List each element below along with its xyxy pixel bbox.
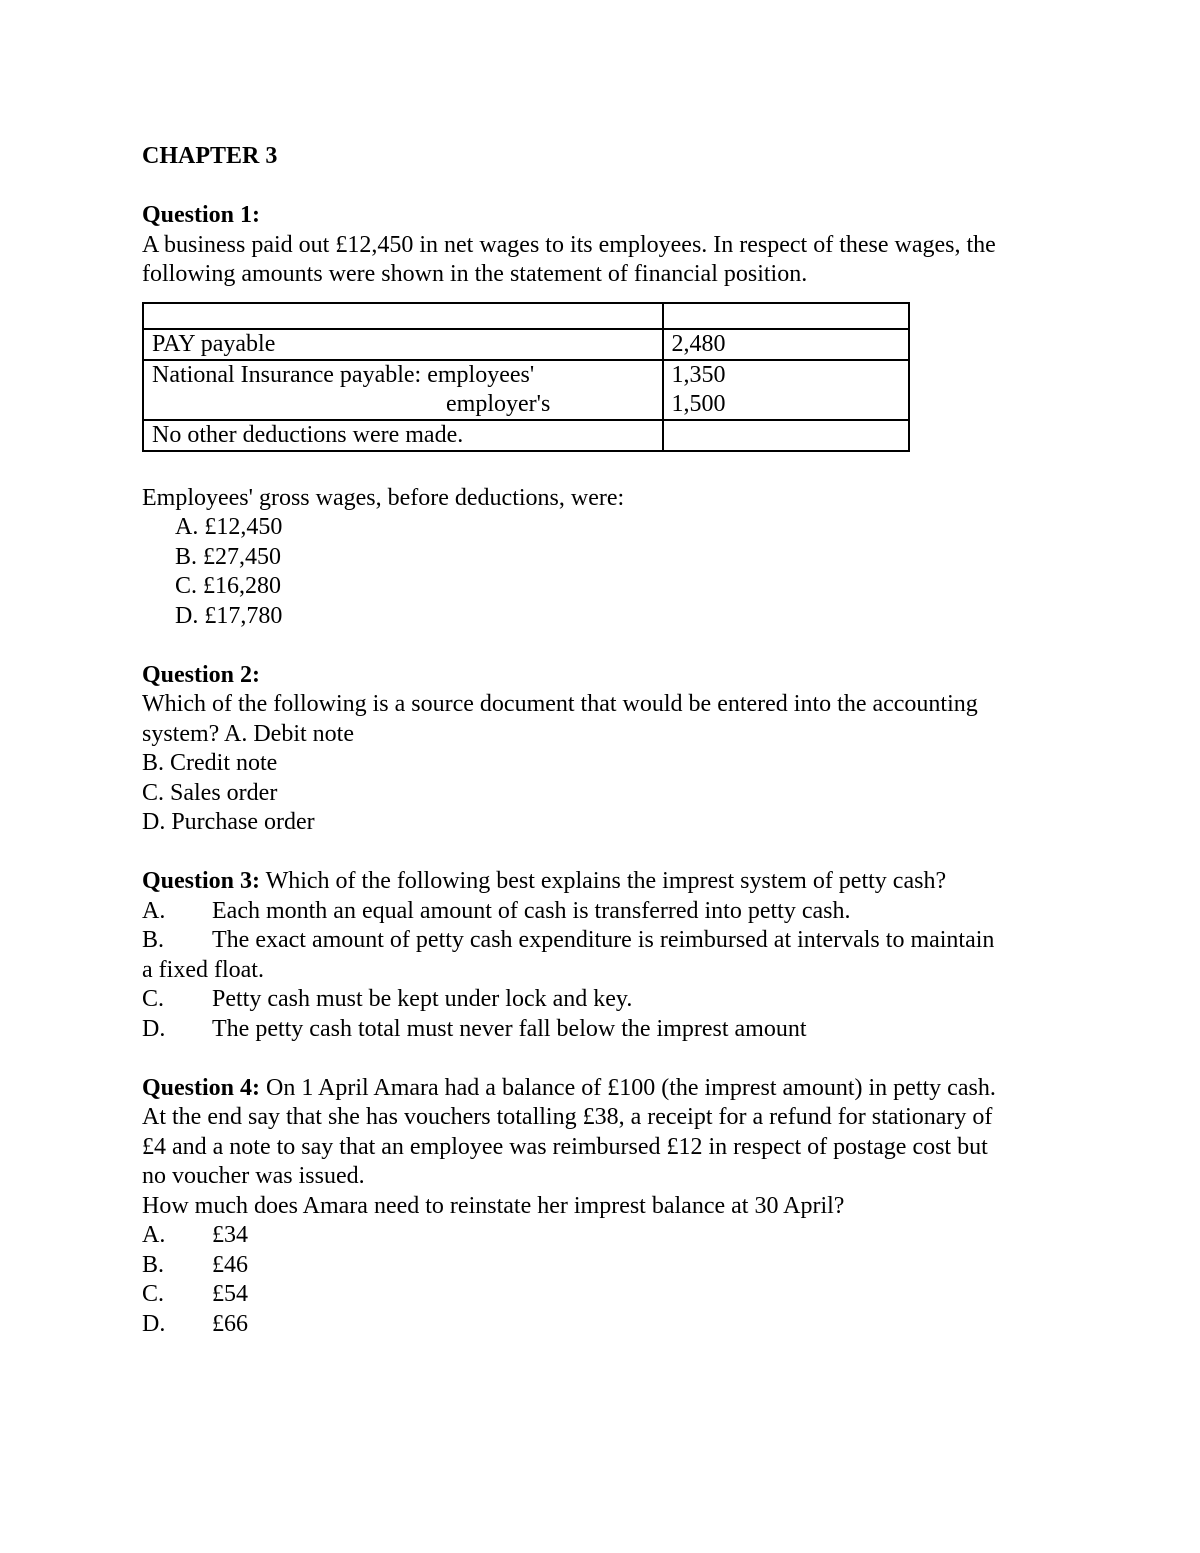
table-row [143, 303, 909, 329]
question-3-option-a [142, 897, 1062, 927]
national-insurance-values [663, 360, 910, 420]
question-1-prompt: Employees' gross wages, before deductions, were: [142, 484, 625, 511]
option-label: A. [142, 1222, 166, 1248]
national-insurance-label: National Insurance payable: employees' [152, 361, 535, 388]
option-label: B. [142, 1251, 165, 1278]
option-text: The petty cash total must never fall below the imprest amount [212, 1015, 807, 1042]
pay-payable-label: PAY payable [143, 329, 663, 360]
table-cell [663, 303, 910, 329]
option-text: The exact amount of petty cash expenditure is reimbursed at intervals to maintain [212, 927, 995, 953]
option-text: £66 [212, 1310, 248, 1337]
question-4-option-d [142, 1310, 1062, 1340]
question-2-heading: Question 2: [142, 661, 261, 688]
question-2-text-line-2: system? A. Debit note [142, 720, 354, 747]
question-4-line-2: At the end say that she has vouchers totalling £38, a receipt for a refund for stationary of [142, 1104, 993, 1130]
question-3-option-c [142, 985, 1062, 1015]
question-1-heading: Question 1: [142, 202, 261, 228]
question-3-stem [142, 867, 1062, 897]
question-2-text-line-1: Which of the following is a source document that would be entered into the accounting [142, 691, 978, 717]
question-2-option-c: C. Sales order [142, 779, 278, 806]
question-1-text-line-2: following amounts were shown in the statement of financial position. [142, 261, 808, 287]
question-4-line-5: How much does Amara need to reinstate her imprest balance at 30 April? [142, 1192, 845, 1219]
option-label: B. [142, 927, 165, 953]
question-1-option-a: A. £12,450 [175, 514, 283, 540]
question-3-option-b-continuation: a fixed float. [142, 956, 264, 983]
option-label: C. [142, 986, 165, 1012]
table-cell [663, 420, 910, 451]
chapter-title: CHAPTER 3 [142, 143, 278, 169]
option-label: A. [142, 897, 166, 924]
table-row [143, 420, 909, 451]
no-other-deductions-label: No other deductions were made. [143, 420, 663, 451]
employees-ni-value: 1,350 [671, 361, 726, 388]
question-1-text-line-1: A business paid out £12,450 in net wages to its employees. In respect of these wages, the [142, 231, 996, 258]
question-4-line-4: no voucher was issued. [142, 1163, 365, 1189]
national-insurance-cell [143, 360, 663, 420]
option-label: D. [142, 1015, 166, 1042]
option-text: £46 [212, 1251, 248, 1278]
question-4-heading: Question 4: [142, 1074, 261, 1101]
question-1-option-c: C. £16,280 [175, 573, 282, 599]
question-3-option-b [142, 926, 1062, 956]
question-2-option-d: D. Purchase order [142, 809, 315, 835]
question-4-option-b [142, 1251, 1062, 1281]
option-text: Each month an equal amount of cash is transferred into petty cash. [212, 897, 851, 924]
question-3-option-d [142, 1015, 1062, 1045]
document-page [142, 142, 1062, 1339]
question-4-line-1: On 1 April Amara had a balance of £100 (the imprest amount) in petty cash. [260, 1074, 996, 1101]
question-4-option-a [142, 1221, 1062, 1251]
employer-label: employer's [446, 390, 551, 417]
question-3-heading: Question 3: [142, 868, 261, 894]
question-4-stem [142, 1074, 1062, 1104]
table-row [143, 360, 909, 420]
question-3-text: Which of the following best explains the imprest system of petty cash? [260, 868, 947, 894]
question-2-option-b: B. Credit note [142, 750, 278, 776]
pay-payable-value: 2,480 [663, 329, 910, 360]
question-1-option-b: B. £27,450 [175, 543, 282, 570]
question-4-line-3: £4 and a note to say that an employee was reimbursed £12 in respect of postage cost but [142, 1133, 988, 1160]
option-text: Petty cash must be kept under lock and key. [212, 986, 633, 1012]
option-text: £54 [212, 1281, 248, 1307]
wages-table [142, 302, 910, 452]
option-label: D. [142, 1310, 166, 1337]
question-1-option-d: D. £17,780 [175, 602, 283, 629]
option-text: £34 [212, 1222, 248, 1248]
option-label: C. [142, 1281, 165, 1307]
question-4-option-c [142, 1280, 1062, 1310]
employer-ni-value: 1,500 [671, 390, 726, 417]
table-row [143, 329, 909, 360]
table-cell [143, 303, 663, 329]
